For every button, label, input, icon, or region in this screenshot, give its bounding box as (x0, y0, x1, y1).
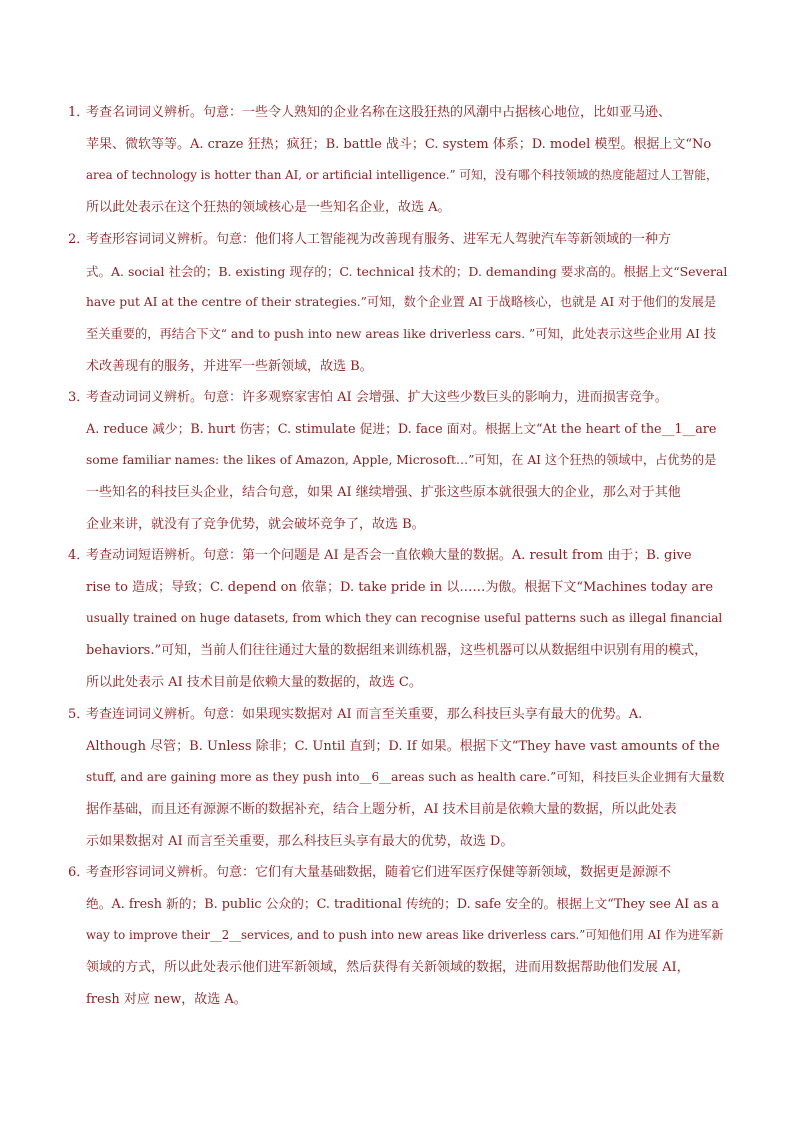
item-text-line: 考查名词词义辨析。句意：一些令人熟知的企业名称在这股狂热的风潮中占据核心地位，比如亚马逊、 (86, 105, 672, 120)
answer-item-3 (68, 382, 728, 540)
item-text-line: 术改善现有的服务，并进军一些新领域，故选 B。 (86, 358, 373, 374)
answer-item-5 (68, 699, 728, 857)
answer-item-2 (68, 224, 728, 382)
item-text-line: 考查动词短语辨析。句意：第一个问题是 AI 是否会一直依赖大量的数据。A. result from 由于；B. give (86, 548, 692, 563)
item-text-line: 所以此处表示 AI 技术目前是依赖大量的数据的，故选 C。 (86, 674, 422, 690)
item-number: 2． (68, 232, 90, 247)
item-number: 1． (68, 105, 90, 120)
item-text-line: 考查形容词词义辨析。句意：他们将人工智能视为改善现有服务、进军无人驾驶汽车等新领域的一种方 (86, 232, 672, 247)
item-text-line: 考查连词词义辨析。句意：如果现实数据对 AI 而言至关重要，那么科技巨头享有最大的优势。A. (86, 707, 643, 722)
item-text-line: behaviors.”可知，当前人们往往通过大量的数据组来训练机器，这些机器可以从数据组中识别有用的模式， (86, 643, 708, 659)
item-text-line: 绝。A. fresh 新的；B. public 公众的；C. traditional 传统的；D. safe 安全的。根据上文“They see AI as a (86, 896, 720, 912)
item-text-line: usually trained on huge datasets, from which they can recognise useful patterns such as illegal financial (86, 611, 723, 626)
answer-item-6 (68, 857, 728, 1015)
item-text-line: 式。A. social 社会的；B. existing 现存的；C. technical 技术的；D. demanding 要求高的。根据上文“Several (86, 263, 728, 279)
item-number: 4． (68, 548, 90, 563)
item-text-line: rise to 造成；导致；C. depend on 依靠；D. take pride in 以……为傲。根据下文“Machines today are (86, 579, 714, 595)
item-text-line: A. reduce 减少；B. hurt 伤害；C. stimulate 促进；D. face 面对。根据上文“At the heart of the__1__are (86, 421, 717, 437)
item-text-line: 考查形容词词义辨析。句意：它们有大量基础数据，随着它们进军医疗保健等新领域，数据更是源源不 (86, 865, 672, 880)
item-text-line: 苹果、微软等等。A. craze 狂热；疯狂；B. battle 战斗；C. system 体系；D. model 模型。根据上文“No (86, 136, 712, 152)
item-text-line: stuff, and are gaining more as they push into__6__areas such as health care.”可知，科技巨头企业拥有大量数 (86, 770, 725, 785)
item-text-line: area of technology is hotter than AI, or artificial intelligence.” 可知，没有哪个科技领域的热度能超过人工智能， (86, 168, 718, 183)
item-text-line: fresh 对应 new，故选 A。 (86, 991, 247, 1007)
item-text-line: 所以此处表示在这个狂热的领域核心是一些知名企业，故选 A。 (86, 200, 451, 216)
item-number: 3． (68, 390, 90, 405)
item-text-line: Although 尽管；B. Unless 除非；C. Until 直到；D. If 如果。根据下文“They have vast amounts of the (86, 738, 720, 754)
item-text-line: 考查动词词义辨析。句意：许多观察家害怕 AI 会增强、扩大这些少数巨头的影响力，进而损害竞争。 (86, 390, 668, 405)
item-text-line: 领域的方式，所以此处表示他们进军新领域，然后获得有关新领域的数据，进而用数据帮助他们发展 AI， (86, 960, 690, 976)
answer-item-1 (68, 97, 728, 224)
item-text-line: 至关重要的，再结合下文“ and to push into new areas like driverless cars. ”可知，此处表示这些企业用 AI 技 (86, 327, 716, 342)
answer-item-4 (68, 540, 728, 698)
item-text-line: 一些知名的科技巨头企业，结合句意，如果 AI 继续增强、扩张这些原本就很强大的企业，那么对于其他 (86, 485, 681, 501)
item-number: 5． (68, 707, 90, 722)
item-text-line: some familiar names: the likes of Amazon, Apple, Microsoft…”可知，在 AI 这个狂热的领域中，占优势的是 (86, 453, 717, 468)
item-number: 6． (68, 865, 90, 880)
item-text-line: 企业来讲，就没有了竞争优势，就会破坏竞争了，故选 B。 (86, 516, 425, 532)
item-text-line: 示如果数据对 AI 而言至关重要，那么科技巨头享有最大的优势，故选 D。 (86, 833, 514, 849)
item-text-line: way to improve their__2__services, and to push into new areas like driverless cars.”可知他们用 AI 作为进军新 (86, 928, 724, 943)
item-text-line: have put AI at the centre of their strategies.”可知，数个企业置 AI 于战略核心，也就是 AI 对于他们的发展是 (86, 295, 717, 310)
item-text-line: 据作基础，而且还有源源不断的数据补充，结合上题分析，AI 技术目前是依赖大量的数据，所以此处表 (86, 802, 677, 818)
